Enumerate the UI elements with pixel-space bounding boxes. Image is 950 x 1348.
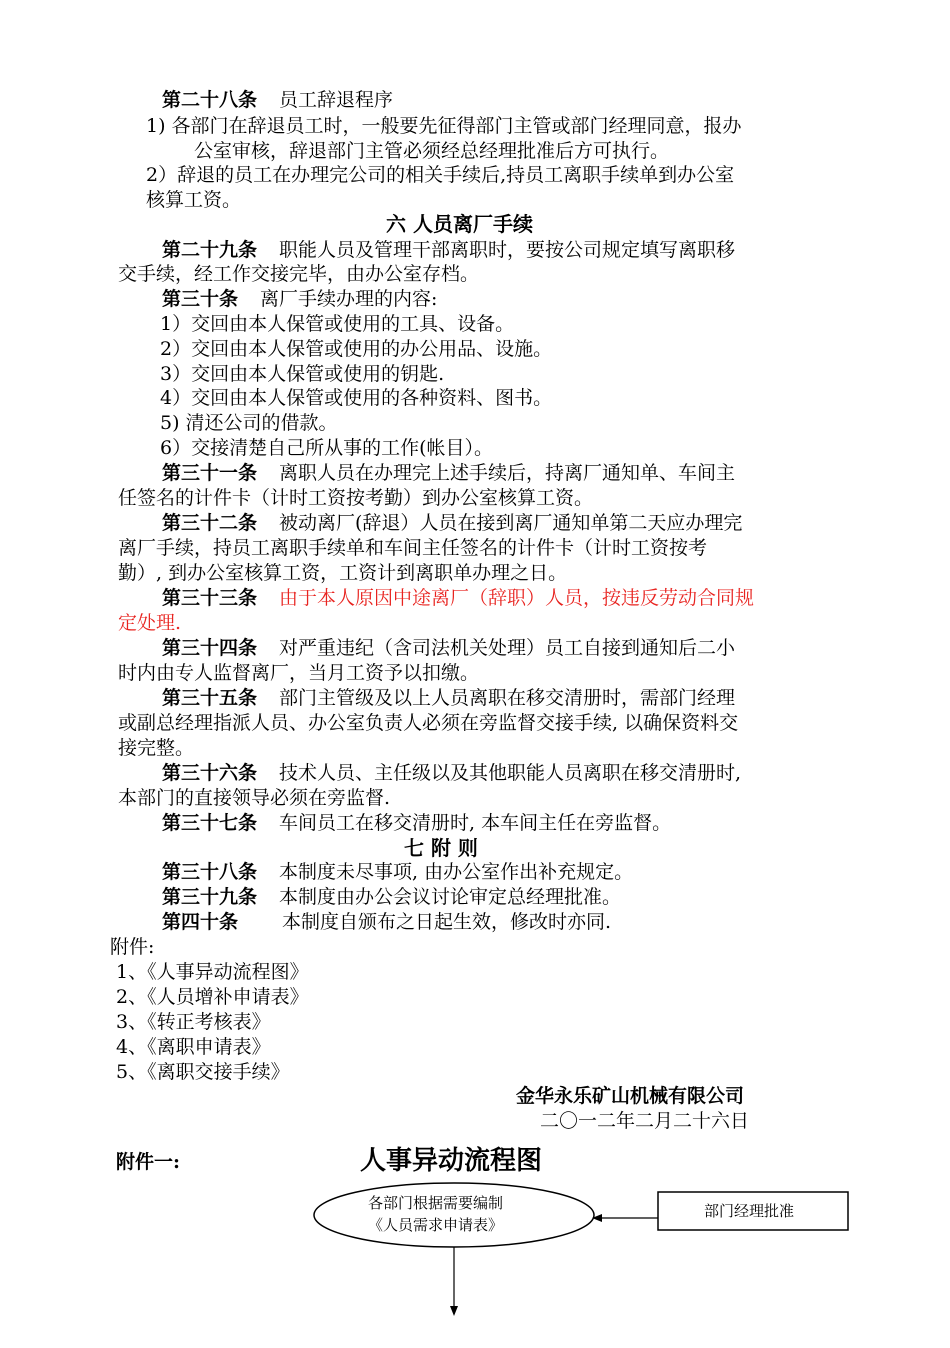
- annex-1-label: 附件一:: [116, 1151, 181, 1173]
- flow-arrowhead-down: [450, 1306, 458, 1316]
- article-number: 第三十条: [162, 288, 239, 310]
- attachment-item-1: 1、《人事异动流程图》: [116, 961, 309, 983]
- article-37-l1: [118, 811, 848, 835]
- article-28-p1-l1: 1) 各部门在辞退员工时，一般要先征得部门主管或部门经理同意，报办: [146, 115, 742, 137]
- flow-box-label: 部门经理批准: [704, 1202, 795, 1220]
- article-30-heading: [118, 287, 848, 311]
- article-number: 第三十二条: [162, 512, 258, 534]
- article-text: 本制度未尽事项, 由办公室作出补充规定。: [279, 861, 634, 883]
- article-number: 第三十三条: [162, 587, 258, 609]
- attachment-item-2: 2、《人员增补申请表》: [116, 986, 309, 1008]
- article-number: 第三十九条: [162, 886, 258, 908]
- article-29-l1: [118, 238, 848, 262]
- article-28-p1-l2: 公室审核，辞退部门主管必须经总经理批准后方可执行。: [194, 140, 670, 162]
- article-30-item-6: 6）交接清楚自己所从事的工作(帐目）。: [160, 437, 494, 459]
- article-34-l2: 时内由专人监督离厂，当月工资予以扣缴。: [118, 662, 480, 684]
- article-35-l1: [118, 686, 848, 710]
- article-text: 部门主管级及以上人员离职在移交清册时，需部门经理: [279, 687, 736, 709]
- article-35-l2: 或副总经理指派人员、办公室负责人必须在旁监督交接手续, 以确保资料交: [118, 712, 739, 734]
- article-33-l2: 定处理.: [118, 612, 182, 634]
- article-text: 本制度由办公会议讨论审定总经理批准。: [279, 886, 622, 908]
- article-title: 员工辞退程序: [279, 89, 394, 111]
- flowchart: [300, 1180, 860, 1344]
- article-title: 离厂手续办理的内容:: [260, 288, 438, 310]
- article-text: 车间员工在移交清册时, 本车间主任在旁监督。: [279, 812, 672, 834]
- article-text: 对严重违纪（含司法机关处理）员工自接到通知后二小: [279, 637, 736, 659]
- article-text: 离职人员在办理完上述手续后，持离厂通知单、车间主: [279, 462, 736, 484]
- article-40-l1: [118, 910, 848, 934]
- article-text: 本制度自颁布之日起生效，修改时亦同.: [282, 911, 612, 933]
- section-7-heading: 七 附 则: [404, 836, 478, 860]
- article-number: 第三十七条: [162, 812, 258, 834]
- article-30-item-3: 3）交回由本人保管或使用的钥匙.: [160, 363, 445, 385]
- section-6-heading: 六 人员离厂手续: [386, 212, 533, 236]
- article-number: 第三十一条: [162, 462, 258, 484]
- article-32-l2: 离厂手续，持员工离职手续单和车间主任签名的计件卡（计时工资按考: [118, 537, 708, 559]
- article-36-l2: 本部门的直接领导必须在旁监督.: [118, 787, 391, 809]
- article-text: 职能人员及管理干部离职时，要按公司规定填写离职移: [279, 239, 736, 261]
- article-31-l2: 任签名的计件卡（计时工资按考勤）到办公室核算工资。: [118, 487, 594, 509]
- article-number: 第二十八条: [162, 89, 258, 111]
- article-number: 第三十五条: [162, 687, 258, 709]
- flow-ellipse-line-1: 各部门根据需要编制: [368, 1194, 504, 1212]
- article-28-p2-l1: 2）辞退的员工在办理完公司的相关手续后,持员工离职手续单到办公室: [146, 164, 735, 186]
- attachment-item-4: 4、《离职申请表》: [116, 1036, 271, 1058]
- article-text: 被动离厂(辞退）人员在接到离厂通知单第二天应办理完: [279, 512, 743, 534]
- article-28-heading: [118, 88, 848, 112]
- article-36-l1: [118, 761, 848, 785]
- annex-1-title: 人事异动流程图: [360, 1146, 543, 1176]
- company-name: 金华永乐矿山机械有限公司: [516, 1085, 745, 1107]
- article-number: 第四十条: [162, 911, 239, 933]
- flow-ellipse-line-2: 《人员需求申请表》: [368, 1216, 504, 1234]
- attachments-label: 附件:: [110, 936, 155, 958]
- article-number: 第三十八条: [162, 861, 258, 883]
- article-number: 第二十九条: [162, 239, 258, 261]
- article-29-l2: 交手续，经工作交接完毕，由办公室存档。: [118, 263, 480, 285]
- article-32-l3: 勤）, 到办公室核算工资，工资计到离职单办理之日。: [118, 562, 568, 584]
- article-30-item-2: 2）交回由本人保管或使用的办公用品、设施。: [160, 338, 553, 360]
- article-number: 第三十六条: [162, 762, 258, 784]
- article-number: 第三十四条: [162, 637, 258, 659]
- article-text: 由于本人原因中途离厂（辞职）人员，按违反劳动合同规: [279, 587, 755, 609]
- article-38-l1: [118, 860, 848, 884]
- article-33-l1: [118, 586, 848, 610]
- article-30-item-5: 5) 清还公司的借款。: [160, 412, 338, 434]
- article-39-l1: [118, 885, 848, 909]
- article-30-item-4: 4）交回由本人保管或使用的各种资料、图书。: [160, 387, 553, 409]
- issue-date: 二〇一二年二月二十六日: [540, 1110, 750, 1132]
- article-35-l3: 接完整。: [118, 737, 195, 759]
- attachment-item-5: 5、《离职交接手续》: [116, 1061, 290, 1083]
- article-text: 技术人员、主任级以及其他职能人员离职在移交清册时,: [279, 762, 742, 784]
- article-32-l1: [118, 511, 848, 535]
- article-28-p2-l2: 核算工资。: [146, 189, 242, 211]
- article-34-l1: [118, 636, 848, 660]
- attachment-item-3: 3、《转正考核表》: [116, 1011, 271, 1033]
- article-31-l1: [118, 461, 848, 485]
- article-30-item-1: 1）交回由本人保管或使用的工具、设备。: [160, 313, 515, 335]
